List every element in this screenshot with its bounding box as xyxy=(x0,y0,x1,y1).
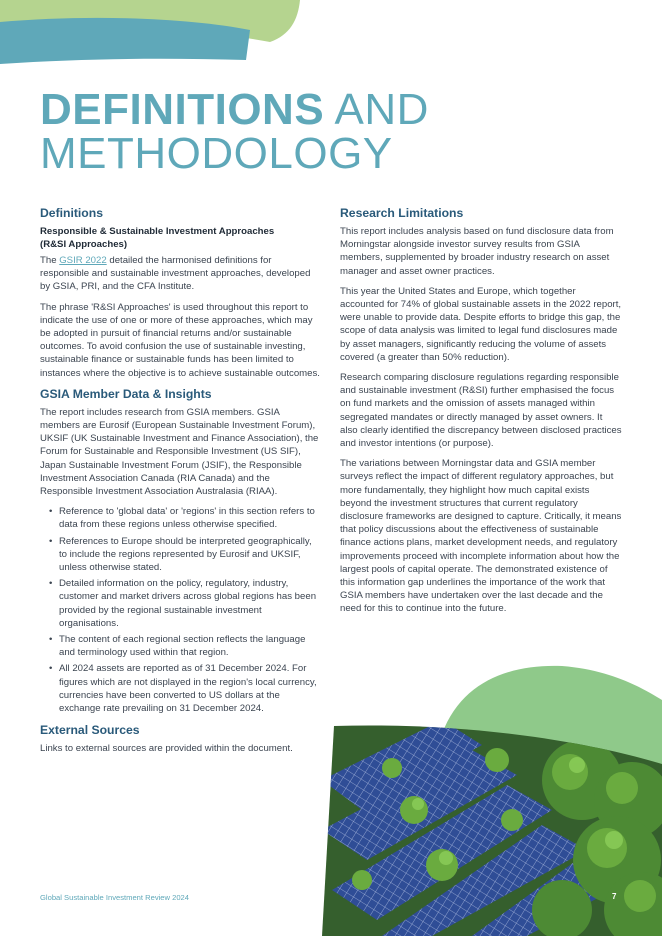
member-data-section xyxy=(40,387,322,715)
rsi-subheading-2: (R&SI Approaches) xyxy=(40,239,128,250)
member-data-list xyxy=(40,505,322,715)
list-item: • The content of each regional section reflects the language and terminology used within that region. xyxy=(59,633,322,659)
page-number: 7 xyxy=(612,892,617,901)
research-paragraph-1: This report includes analysis based on fund disclosure data from Morningstar alongside investor survey results from GSIA members, supplemented by broader industry research on asset manager and asset owner practices. xyxy=(340,226,614,277)
member-data-heading: GSIA Member Data & Insights xyxy=(40,386,212,401)
title-light-1: AND xyxy=(334,85,429,134)
external-sources-paragraph: Links to external sources are provided within the document. xyxy=(40,743,293,755)
page-title xyxy=(40,85,640,178)
list-item: • Reference to 'global data' or 'regions' in this section refers to data from these regions unless otherwise specified. xyxy=(59,505,322,531)
right-column xyxy=(340,206,622,623)
solar-forest-photo xyxy=(322,660,662,936)
list-item: • All 2024 assets are reported as of 31 December 2024. For figures which are not displayed in the region's local currency, currencies have been converted to US dollars at the exchange rate prevailing on 31 December 2024. xyxy=(59,662,322,715)
gsir-2022-link[interactable]: GSIR 2022 xyxy=(59,255,107,266)
list-item: • References to Europe should be interpreted geographically, to include the regions represented by Eurosif and UKSIF, unless otherwise stated. xyxy=(59,535,322,575)
top-wave-decoration xyxy=(0,0,662,70)
external-sources-heading: External Sources xyxy=(40,723,140,738)
research-paragraph-2: This year the United States and Europe, which together accounted for 74% of global sustainable assets in the 2022 report, were unable to provide data. Despite efforts to bridge this gap, the scope of data analysis was limited to legal fund disclosures made by asset managers, significantly reducing the volume of assets covered (a greater than 50% reduction). xyxy=(340,285,622,363)
definitions-heading: Definitions xyxy=(40,206,103,220)
member-data-paragraph: The report includes research from GSIA members. GSIA members are Eurosif (European Sustainable Investment Forum), UKSIF (UK Sustainable Investment and Finance Association), the Forum for Sustainable and Responsible Investment (US SIF), Japan Sustainable Investment Forum (JSIF), the Responsible Investment Association Canada (RIA Canada) and the Responsible Investment Association Australasia (RIAA). xyxy=(40,406,319,498)
research-paragraph-4: The variations between Morningstar data and GSIA member surveys reflect the impact of different regulatory approaches, but more fundamentally, they highlight how much capital exists beyond the investment structures that current regulatory disclosure frameworks are designed to capture. Critically, it means that policy discussions about the effectiveness of sustainable finance actions plans, market development needs, and regulatory improvements proceed with incomplete information about how the largest pools of capital operate. The demonstrated existence of this information gap underlines the importance of the work that GSIA members have undertaken over the last decade and the need for this to continue into the future. xyxy=(340,458,622,615)
external-sources-section xyxy=(40,723,322,755)
rsi-subheading-1: Responsible & Sustainable Investment Approaches xyxy=(40,226,275,237)
footer-publication-title: Global Sustainable Investment Review 2024 xyxy=(40,893,190,902)
definitions-paragraph-1 xyxy=(40,254,322,294)
definitions-paragraph-2: The phrase 'R&SI Approaches' is used throughout this report to indicate the use of one or more of these approaches, which may be adopted in pursuit of financial returns and/or sustainable outcomes. To avoid confusion the use of sustainable investing, sustainable finance or sustainable funds has been limited to instances where the objective is to achieve sustainable outcomes. xyxy=(40,301,320,379)
p1-post: detailed the harmonised definitions for responsible and sustainable investment approaches, developed by GSIA, PRI, and the CFA Institute. xyxy=(40,255,311,293)
list-item: • Detailed information on the policy, regulatory, industry, customer and market drivers across global regions has been provided by the regional sustainable investment organisations. xyxy=(59,577,322,630)
title-light-2: METHODOLOGY xyxy=(40,129,393,178)
p1-pre: The xyxy=(40,255,57,266)
research-paragraph-3: Research comparing disclosure regulations regarding responsible and sustainable investment (R&SI) further emphasised the focus on fund markets and the omission of assets managed within segregated mandates or directly managed by asset owners. It also clearly identified the discrepancy between disclosed practices and investor intentions (or purpose). xyxy=(340,372,622,450)
definitions-section xyxy=(40,206,322,380)
title-bold: DEFINITIONS xyxy=(40,85,325,134)
left-column xyxy=(40,206,322,763)
research-limitations-heading: Research Limitations xyxy=(340,206,464,220)
